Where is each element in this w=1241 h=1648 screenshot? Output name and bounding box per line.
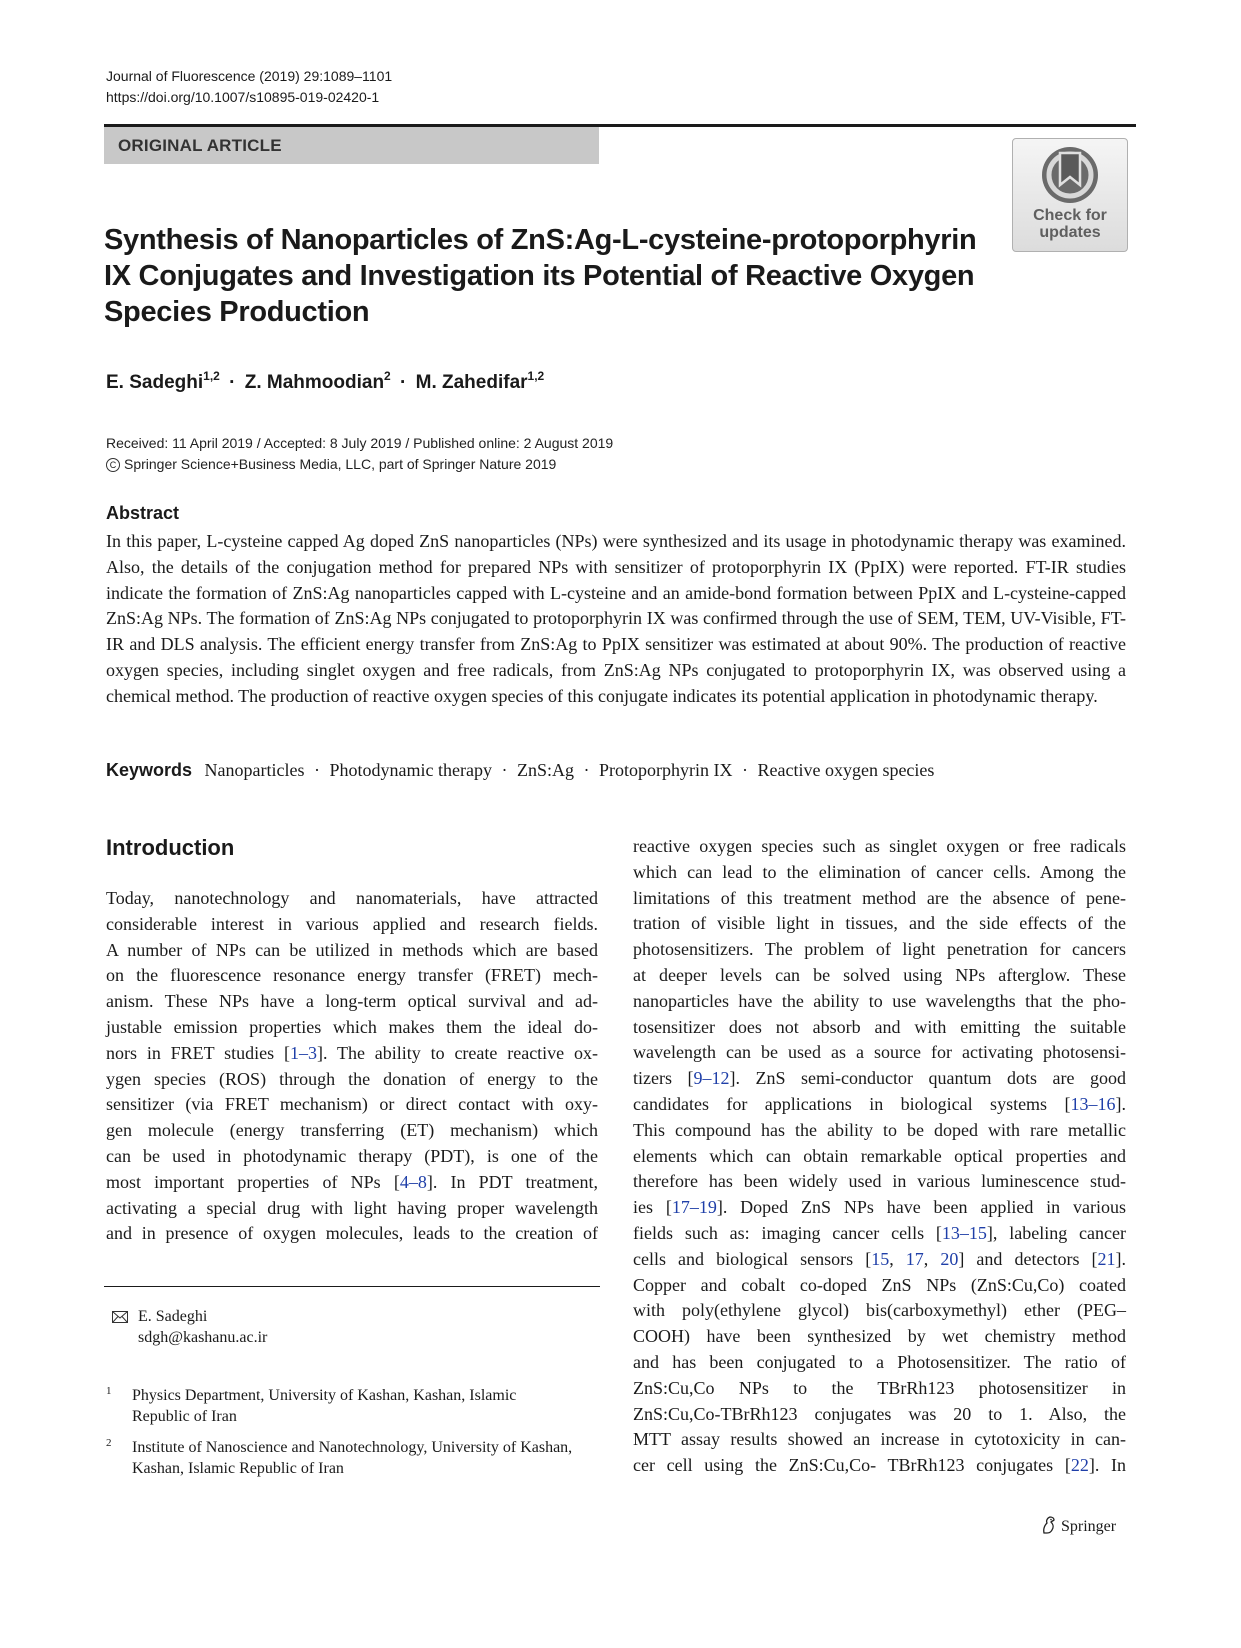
- doi-link[interactable]: https://doi.org/10.1007/s10895-019-02420-1: [106, 89, 380, 105]
- author-1[interactable]: E. Sadeghi$^{1,2}$: [106, 369, 220, 393]
- copyright-icon: C: [106, 458, 120, 472]
- keyword-item: Protoporphyrin IX: [598, 760, 733, 780]
- text-line: limitations of this treatment method are the absence of pene-: [633, 887, 1126, 908]
- keyword-item: ZnS:Ag: [516, 760, 574, 780]
- citation-link[interactable]: 22: [1070, 1455, 1089, 1476]
- keyword-item: Photodynamic therapy: [329, 760, 492, 780]
- text-line: elements which can obtain remarkable optical properties and: [633, 1145, 1126, 1166]
- article-type-band: [104, 127, 599, 164]
- text-line: nanoparticles have the ability to use wavelengths that the pho-: [633, 990, 1126, 1011]
- keyword-separator: ·: [741, 760, 748, 780]
- citation-link[interactable]: 20: [940, 1248, 959, 1269]
- text-line: gen molecule (energy transferring (ET) mechanism) which: [106, 1120, 598, 1141]
- author-list: [106, 369, 544, 394]
- text-line: can be used in photodynamic therapy (PDT), is one of the: [106, 1145, 598, 1166]
- text-line: tration of visible light in tissues, and the side effects of the: [633, 913, 1126, 934]
- keywords: [106, 760, 934, 781]
- text-line: most important properties of NPs [4–8]. In PDT treatment,: [106, 1171, 598, 1192]
- text-line: ygen species (ROS) through the donation of energy to the: [106, 1068, 598, 1089]
- check-for-updates-badge[interactable]: [1012, 138, 1128, 252]
- citation-link[interactable]: 17–19: [671, 1197, 717, 1218]
- history-dates: Received: 11 April 2019 / Accepted: 8 July 2019 / Published online: 2 August 2019: [106, 435, 614, 451]
- text-line: therefore has been widely used in various luminescence stud-: [633, 1171, 1126, 1192]
- citation-link[interactable]: 1–3: [289, 1042, 317, 1063]
- text-line: considerable interest in various applied and research fields.: [106, 913, 598, 934]
- text-line: A number of NPs can be utilized in methods which are based: [106, 939, 598, 960]
- introduction-right-column: [633, 834, 1126, 1479]
- text-line: tizers [9–12]. ZnS semi-conductor quantum dots are good: [633, 1068, 1127, 1089]
- author-2[interactable]: Z. Mahmoodian$^2$: [244, 369, 391, 393]
- text-line: COOH) have been synthesized by wet chemistry method: [633, 1326, 1126, 1347]
- text-line: tosensitizer does not absorb and with emitting the suitable: [633, 1016, 1126, 1037]
- introduction-left-column: [106, 886, 598, 1247]
- text-line: cer cell using the ZnS:Cu,Co- TBrRh123 conjugates [22]. In: [633, 1455, 1126, 1476]
- text-line: fields such as: imaging cancer cells [13–15], labeling cancer: [633, 1222, 1126, 1243]
- text-line: photosensitizers. The problem of light penetration for cancers: [633, 939, 1126, 960]
- copyright-line: C Springer Science+Business Media, LLC, part of Springer Nature 2019: [106, 454, 613, 475]
- text-line: ZnS:Cu,Co-TBrRh123 conjugates was 20 to 1. Also, the: [633, 1403, 1126, 1424]
- citation-link[interactable]: 4–8: [399, 1171, 427, 1192]
- affiliation-number: 1: [106, 1385, 112, 1397]
- corresponding-name: E. Sadeghi: [138, 1308, 208, 1325]
- author-separator: ·: [229, 372, 236, 393]
- citation-link[interactable]: 21: [1097, 1248, 1116, 1269]
- publisher-logo: [1041, 1516, 1116, 1536]
- text-line: Copper and cobalt co-doped ZnS NPs (ZnS:Cu,Co) coated: [633, 1274, 1126, 1295]
- text-line: nors in FRET studies [1–3]. The ability to create reactive ox-: [106, 1042, 598, 1063]
- text-line: which can lead to the elimination of cancer cells. Among the: [633, 861, 1126, 882]
- keywords-label: Keywords: [106, 760, 193, 780]
- text-line: reactive oxygen species such as singlet oxygen or free radicals: [633, 836, 1126, 856]
- citation-link[interactable]: 13–15: [941, 1222, 987, 1243]
- article-title: Synthesis of Nanoparticles of ZnS:Ag-L-cysteine-protoporphyrin IX Conjugates and Investigation its Potential of Reactive Oxygen Species Production: [104, 224, 977, 328]
- check-for-updates-text: Check for updates: [1033, 207, 1107, 241]
- text-line: sensitizer (via FRET mechanism) or direct contact with oxy-: [106, 1094, 598, 1115]
- introduction-heading: Introduction: [106, 835, 235, 860]
- springer-horse-icon: [1041, 1516, 1057, 1534]
- envelope-icon: [112, 1311, 128, 1323]
- article-type-label: ORIGINAL ARTICLE: [118, 136, 282, 155]
- citation-link[interactable]: 13–16: [1070, 1093, 1116, 1114]
- text-line: justable emission properties which makes them the ideal do-: [106, 1016, 598, 1037]
- text-line: Today, nanotechnology and nanomaterials, have attracted: [106, 888, 598, 908]
- text-line: at deeper levels can be solved using NPs afterglow. These: [633, 964, 1126, 985]
- text-line: MTT assay results showed an increase in cytotoxicity in can-: [633, 1429, 1126, 1450]
- text-line: with poly(ethylene glycol) bis(carboxymethyl) ether (PEG–: [633, 1300, 1126, 1321]
- author-3[interactable]: M. Zahedifar$^{1,2}$: [415, 369, 545, 393]
- publication-dates: [106, 433, 613, 475]
- text-line: anism. These NPs have a long-term optical survival and ad-: [106, 991, 598, 1012]
- footnote-rule: [104, 1286, 600, 1287]
- keyword-item: Reactive oxygen species: [757, 760, 935, 780]
- text-line: This compound has the ability to be doped with rare metallic: [633, 1119, 1126, 1140]
- text-line: wavelength can be used as a source for activating photosensi-: [633, 1042, 1126, 1063]
- citation-link[interactable]: 15: [871, 1248, 890, 1269]
- text-line: activating a special drug with light having proper wavelength: [106, 1197, 598, 1218]
- text-line: ZnS:Cu,Co NPs to the TBrRh123 photosensitizer in: [633, 1377, 1126, 1398]
- abstract-heading: Abstract: [106, 503, 180, 523]
- journal-citation: Journal of Fluorescence (2019) 29:1089–1101: [106, 68, 393, 84]
- author-separator: ·: [400, 372, 407, 393]
- text-line: candidates for applications in biological systems [13–16].: [633, 1093, 1126, 1114]
- text-line: on the fluorescence resonance energy transfer (FRET) mech-: [106, 965, 598, 986]
- text-line: and in presence of oxygen molecules, leads to the creation of: [106, 1223, 598, 1244]
- text-line: and has been conjugated to a Photosensitizer. The ratio of: [633, 1351, 1126, 1372]
- abstract-body: In this paper, L-cysteine capped Ag doped ZnS nanoparticles (NPs) were synthesized and its usage in photodynamic therapy was examined. Also, the details of the conjugation method for prepared NPs with sensitizer of protoporphyrin IX (PpIX) were reported. FT-IR studies indicate the formation of ZnS:Ag nanoparticles capped with L-cysteine and an amide-bond formation between PpIX and L-cysteine-capped ZnS:Ag NPs. The formation of ZnS:Ag NPs conjugated to protoporphyrin IX was confirmed through the use of SEM, TEM, UV-Visible, FT-IR and DLS analysis. The efficient energy transfer from ZnS:Ag to PpIX sensitizer was estimated at about 90%. The production of reactive oxygen species, including singlet oxygen and free radicals, from ZnS:Ag NPs conjugated to protoporphyrin IX, was observed using a chemical method. The production of reactive oxygen species of this conjugate indicates its potential application in photodynamic therapy.: [106, 531, 1126, 706]
- keyword-separator: ·: [583, 760, 590, 780]
- journal-header: [106, 66, 392, 108]
- keyword-separator: ·: [314, 760, 320, 780]
- bookmark-badge-icon: [1038, 145, 1102, 205]
- affiliation-number: 2: [106, 1437, 112, 1449]
- keyword-separator: ·: [501, 760, 508, 780]
- citation-link[interactable]: 9–12: [693, 1068, 730, 1089]
- text-line: ies [17–19]. Doped ZnS NPs have been applied in various: [633, 1197, 1126, 1218]
- text-line: cells and biological sensors [15, 17, 20] and detectors [21].: [633, 1248, 1127, 1269]
- corresponding-email[interactable]: sdgh@kashanu.ac.ir: [138, 1329, 268, 1346]
- keyword-item: Nanoparticles: [204, 760, 305, 780]
- publisher-name: Springer: [1061, 1518, 1117, 1535]
- citation-link[interactable]: 17: [905, 1248, 924, 1269]
